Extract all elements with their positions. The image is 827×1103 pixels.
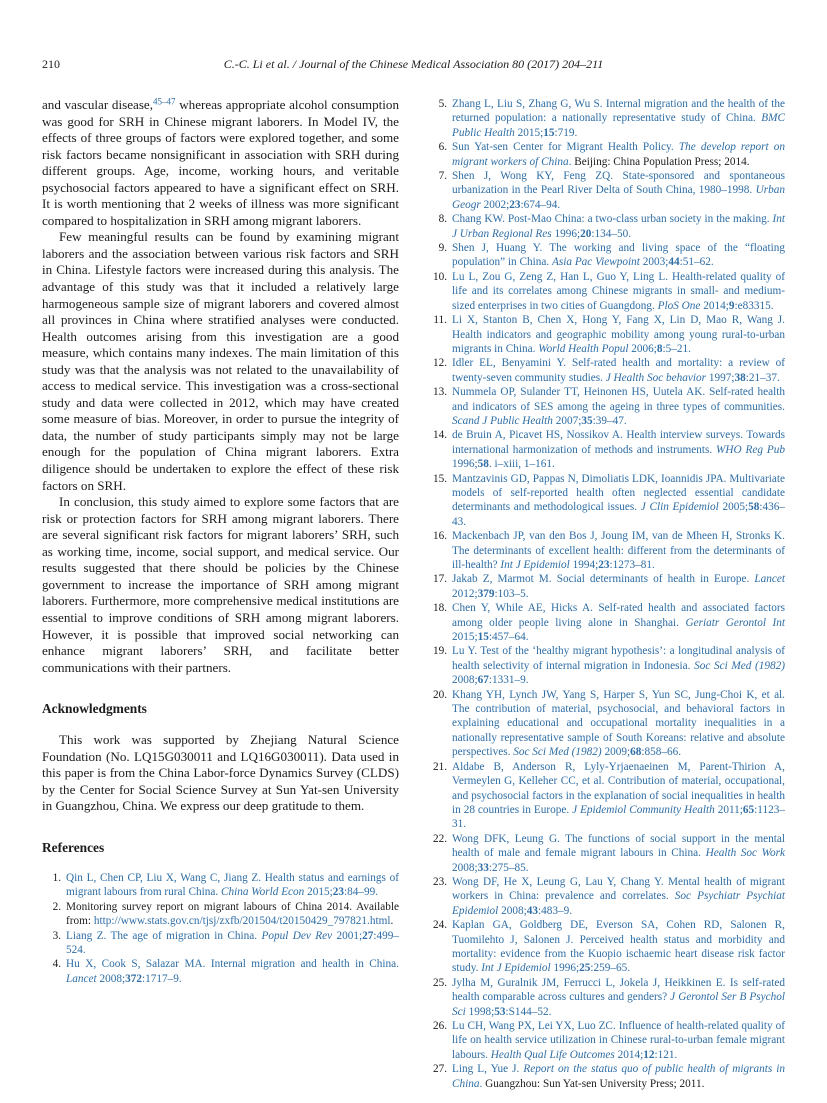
reference-link-text[interactable]: Urban Geogr: [452, 184, 785, 211]
reference-link-text[interactable]: Chang KW. Post-Mao China: a two-class urban society in the making.: [452, 213, 773, 226]
reference-link-text[interactable]: :499–524.: [66, 929, 399, 956]
reference-item: [428, 1019, 785, 1062]
reference-number: 25.: [432, 976, 447, 989]
reference-link-text[interactable]: Int J Epidemiol: [500, 559, 570, 571]
reference-link-text[interactable]: Soc Sci Med (1982): [694, 659, 785, 672]
reference-link-text[interactable]: 23: [598, 559, 610, 571]
running-title: C.-C. Li et al. / Journal of the Chinese Medical Association 80 (2017) 204–211: [223, 57, 604, 71]
reference-link-text[interactable]: Hu X, Cook S, Salazar MA. Internal migration and health in China.: [66, 958, 399, 971]
reference-link-text[interactable]: 15: [477, 631, 489, 644]
reference-link-text[interactable]: :436–43.: [452, 501, 785, 528]
reference-link-text[interactable]: 58: [748, 501, 760, 514]
reference-link-text[interactable]: :1273–81.: [609, 559, 655, 571]
reference-link-text[interactable]: 35: [581, 414, 593, 427]
reference-link-text[interactable]: 1996;: [550, 962, 580, 975]
reference-number: 24.: [432, 919, 447, 932]
reference-link-text[interactable]: Zhang L, Liu S, Zhang G, Wu S. Internal migration and the health of the returned population: a nationally representative study of China.: [452, 98, 785, 125]
reference-link-text[interactable]: Report on the status quo of public health of migrants in China: [452, 1063, 785, 1090]
reference-link-text[interactable]: 2015;: [304, 886, 333, 899]
reference-text: [452, 472, 785, 530]
reference-item: [428, 270, 785, 313]
reference-item: [428, 241, 785, 270]
reference-link-text[interactable]: 1996;: [551, 227, 581, 240]
reference-link-text[interactable]: :674–94.: [520, 198, 561, 211]
reference-link-text[interactable]: 2007;: [552, 414, 582, 427]
reference-text: [452, 356, 785, 385]
acknowledgments-paragraph: [42, 732, 399, 815]
reference-link-text[interactable]: 2006;: [628, 342, 657, 355]
text-run: whereas appropriate alcohol consumption was good for SRH in Chinese migrant laborers. In Model IV, the effects of three groups of factors were explored together, and some risk factors became nonsignificant in association with SRH during different groups. Age, income, working hours, and veritable psychosocial factors appeared to have a significant effect on SRH. It is worth mentioning that 2 weeks of illness was more significant compared to hospitalization in SRH among migrant laborers.: [42, 97, 399, 228]
reference-link-text[interactable]: :719.: [554, 126, 578, 139]
reference-link-text[interactable]: :483–9.: [537, 904, 573, 917]
reference-link-text[interactable]: . i–xiii, 1–161.: [488, 458, 555, 471]
reference-link-text[interactable]: WHO Reg Pub: [716, 443, 785, 456]
text-run: This work was supported by Zhejiang Natural Science Foundation (No. LQ15G030011 and LQ16G030011). Data used in this paper is from the China Labor-force Dynamics Survey (CLDS) by the Center for Social Science Survey at Sun Yat-sen University in Guangzhou, China. We express our deep gratitude to them.: [42, 732, 399, 814]
reference-link-text[interactable]: 58: [477, 458, 489, 471]
reference-item: [428, 875, 785, 918]
reference-number: 11.: [433, 314, 447, 327]
reference-item: [428, 688, 785, 760]
reference-link-text[interactable]: 23: [332, 886, 345, 899]
reference-link-text[interactable]: J Epidemiol Community Health: [572, 803, 715, 816]
reference-number: 4.: [52, 958, 61, 971]
reference-link-text[interactable]: Nummela OP, Sulander TT, Heinonen HS, Uutela AK. Self-rated health and indicators of SES among the ageing in three types of communities.: [452, 386, 785, 413]
reference-number: 14.: [432, 429, 447, 442]
reference-link-text[interactable]: 44: [668, 256, 680, 269]
reference-link-text[interactable]: Int J Epidemiol: [481, 962, 551, 975]
page-header: [42, 57, 785, 73]
reference-item: [428, 1062, 785, 1091]
reference-number: 15.: [432, 472, 447, 485]
reference-link-text[interactable]: 12: [643, 1048, 655, 1061]
reference-link-text[interactable]: :1717–9.: [141, 972, 182, 985]
reference-text: [452, 832, 785, 875]
citation-superscript-link[interactable]: 45–47: [153, 96, 176, 107]
two-column-layout: [42, 97, 785, 1091]
reference-text: [66, 900, 399, 929]
references-list-right: [428, 97, 785, 1091]
reference-number: 9.: [438, 242, 447, 255]
reference-number: 17.: [432, 573, 447, 586]
reference-item: [428, 356, 785, 385]
reference-text: [452, 529, 785, 572]
reference-link-text[interactable]: Lu L, Zou G, Zeng Z, Han L, Guo Y, Ling L. Health-related quality of life and its correlates among Chinese migrants in small- and medium-sized enterprises in two cities of Guangdong.: [452, 270, 785, 312]
reference-number: 22.: [432, 832, 447, 845]
reference-link-text[interactable]: :21–37.: [745, 371, 780, 384]
reference-link-text[interactable]: Health Qual Life Outcomes: [490, 1048, 615, 1061]
reference-link-text[interactable]: 372: [125, 972, 142, 985]
text-run: Few meaningful results can be found by examining migrant laborers and the association between various risk factors and SRH in China. Lifestyle factors were increased during this analysis. The advantage of this study was that it included a relatively large harmogeneous sample size of migrant laborers and covered almost all provinces in China where stratified analyses were conducted. Health outcomes arising from this investigation are a good measure, which contains many indexes. The main limitation of this study was that the analysis was not related to the unavailability of access to medical service. This investigation was a cross-sectional study and data were collected in 2012, which may have created some measure of bias. Moreover, in order to pursue the integrity of data, the number of study participants simply may not be large enough for the population of China migrant laborers. Extra diligence should be undertaken to explore the effect of these risk factors on SRH.: [42, 229, 399, 493]
reference-link-text[interactable]: .: [479, 1077, 486, 1090]
references-heading: References: [42, 839, 105, 855]
reference-link-text[interactable]: 2014;: [700, 299, 729, 312]
reference-link-text[interactable]: :121.: [654, 1048, 678, 1061]
reference-item: [42, 871, 399, 900]
reference-link-text[interactable]: Ling L, Yue J.: [452, 1063, 524, 1076]
reference-link-text[interactable]: 2012;: [452, 587, 478, 600]
body-paragraph: [42, 97, 399, 229]
reference-item: [428, 644, 785, 687]
reference-link-text[interactable]: 2003;: [639, 256, 669, 269]
reference-link-text[interactable]: :103–5.: [494, 587, 529, 600]
reference-link-text[interactable]: 2008;: [96, 972, 126, 985]
text-run: Guangzhou: Sun Yat-sen University Press; 2011.: [485, 1077, 705, 1090]
reference-link-text[interactable]: :457–64.: [488, 631, 529, 644]
reference-number: 19.: [432, 645, 447, 658]
reference-link-text[interactable]: Popul Dev Rev: [261, 929, 333, 942]
reference-link-text[interactable]: 20: [580, 227, 592, 240]
reference-link-text[interactable]: Health Soc Work: [705, 847, 785, 860]
text-run: Beijing: China Population Press; 2014.: [574, 155, 750, 168]
reference-link-text[interactable]: :84–99.: [344, 886, 379, 899]
reference-text: [452, 169, 785, 212]
reference-number: 3.: [52, 929, 61, 942]
reference-number: 1.: [52, 871, 61, 884]
reference-text: [452, 241, 785, 270]
right-column: [428, 97, 785, 1091]
reference-link-text[interactable]: Qin L, Chen CP, Liu X, Wang C, Jiang Z. Health status and earnings of migrant labours from rural China.: [66, 871, 399, 899]
reference-link-text[interactable]: 1998;: [465, 1005, 495, 1018]
reference-text: [452, 1062, 785, 1091]
reference-number: 20.: [432, 688, 447, 701]
reference-number: 26.: [432, 1020, 447, 1032]
reference-item: [428, 428, 785, 471]
reference-link-text[interactable]: :S144–52.: [505, 1005, 552, 1018]
text-run: and vascular disease,: [42, 97, 154, 112]
acknowledgments-heading: Acknowledgments: [42, 701, 147, 717]
reference-link-text[interactable]: PloS One: [657, 299, 701, 312]
reference-link-text[interactable]: China World Econ: [220, 886, 305, 899]
reference-link-text[interactable]: 53: [494, 1005, 506, 1018]
reference-number: 16.: [432, 530, 447, 543]
reference-link-text[interactable]: World Health Popul: [538, 342, 629, 355]
reference-link-text[interactable]: Li X, Stanton B, Chen X, Hong Y, Fang X, Lin D, Mao R, Wang J. Health indicators and geographic mobility among young rural-to-urban migrants in China.: [452, 314, 785, 355]
reference-link-text[interactable]: Lancet: [66, 972, 97, 985]
reference-text: [66, 929, 399, 958]
reference-link-text[interactable]: 2011;: [714, 803, 743, 816]
reference-text: [452, 385, 785, 428]
reference-link-text[interactable]: :51–62.: [679, 256, 714, 269]
reference-link-text[interactable]: Lu CH, Wang PX, Lei YX, Luo ZC. Influence of health-related quality of life on health service utilization in Chinese rural-to-urban female migrant labours.: [452, 1020, 785, 1061]
reference-link-text[interactable]: http://www.stats.gov.cn/tjsj/zxfb/201504/t20150429_797821.html: [93, 915, 391, 928]
reference-item: [428, 529, 785, 572]
left-column: [42, 97, 399, 986]
reference-link-text[interactable]: :1331–9.: [488, 674, 529, 687]
references-list-left: [42, 871, 399, 986]
reference-text: [66, 871, 399, 900]
reference-link-text[interactable]: Mantzavinis GD, Pappas N, Dimoliatis LDK, Ioannidis JPA. Multivariate models of self-reported health often neglected essential candidate determinants and methodological issues.: [452, 472, 785, 514]
reference-link-text[interactable]: 2015;: [452, 631, 478, 644]
reference-text: [452, 428, 785, 471]
reference-link-text[interactable]: Int J Urban Regional Res: [452, 213, 785, 240]
reference-link-text[interactable]: 43: [526, 904, 538, 917]
reference-link-text[interactable]: Geriatr Gerontol Int: [685, 616, 785, 629]
reference-link-text[interactable]: :134–50.: [591, 227, 632, 240]
text-run: .: [390, 915, 394, 928]
reference-link-text[interactable]: Khang YH, Lynch JW, Yang S, Harper S, Yun SC, Jung-Choi K, et al. The contribution of material, psychosocial, and behavioral factors in explaining educational and occupational mortality inequalities in a nationally representative sample of South Koreans: relative and absolute perspectives.: [452, 688, 785, 759]
reference-item: [428, 140, 785, 169]
reference-link-text[interactable]: Aldabe B, Anderson R, Lyly-Yrjaenaeinen M, Parent-Thirion A, Vermeylen G, Kelleher CC, et al. Contribution of material, occupational, and psychosocial factors in the explanation of social inequalities in health in 28 countries in Europe.: [452, 760, 785, 816]
reference-link-text[interactable]: Chen Y, While AE, Hicks A. Self-rated health and associated factors among older people living alone in Shanghai.: [452, 602, 785, 629]
reference-link-text[interactable]: 1997;: [706, 371, 735, 384]
reference-item: [428, 212, 785, 241]
reference-link-text[interactable]: Kaplan GA, Goldberg DE, Everson SA, Cohen RD, Salonen R, Tuomilehto J, Salonen J. Perceived health status and morbidity and mortality: evidence from the Kuopio ischaemic heart disease risk factor study.: [452, 919, 785, 975]
reference-link-text[interactable]: 27: [362, 929, 374, 942]
reference-link-text[interactable]: 1996;: [452, 458, 478, 471]
reference-number: 2.: [52, 900, 61, 913]
reference-text: [452, 976, 785, 1019]
reference-text: [452, 875, 785, 918]
reference-link-text[interactable]: Idler EL, Benyamini Y. Self-rated health and mortality: a review of twenty-seven community studies.: [452, 357, 785, 384]
reference-text: [452, 644, 785, 687]
reference-number: 13.: [432, 386, 447, 399]
reference-link-text[interactable]: Liang Z. The age of migration in China.: [66, 929, 262, 942]
reference-text: [452, 270, 785, 313]
reference-link-text[interactable]: Lancet: [754, 573, 785, 586]
reference-item: [428, 313, 785, 356]
reference-link-text[interactable]: Soc Sci Med (1982): [513, 746, 602, 759]
reference-number: 5.: [438, 98, 447, 110]
reference-link-text[interactable]: 2009;: [601, 746, 631, 759]
reference-link-text[interactable]: :1123–31.: [452, 803, 785, 831]
text-run: In conclusion, this study aimed to explore some factors that are risk or protection factors for SRH among migrant laborers. There are several significant risk factors for migrant laborers’ SRH, such as working time, income, social support, and medical service. Our results suggested that there should be policies by the Chinese government to increase the importance of SRH among migrant laborers. Furthermore, more comprehensive medical institutions are essential to improve conditions of SRH among migrant laborers. However, it is possible that improved social networking can enhance migrant laborers’ SRH, and facilitate better communications with their partners.: [42, 494, 399, 675]
reference-item: [428, 601, 785, 644]
reference-number: 23.: [432, 875, 447, 888]
reference-item: [428, 385, 785, 428]
reference-text: [452, 760, 785, 832]
reference-item: [42, 929, 399, 958]
reference-link-text[interactable]: 33: [477, 861, 489, 874]
reference-link-text[interactable]: 2008;: [498, 904, 527, 917]
reference-link-text[interactable]: Jylha M, Guralnik JM, Ferrucci L, Jokela J, Heikkinen E. Is self-rated health comparable across cultures and genders?: [452, 976, 785, 1004]
reference-number: 18.: [432, 602, 447, 615]
reference-link-text[interactable]: :275–85.: [488, 861, 529, 874]
reference-link-text[interactable]: J Health Soc behavior: [605, 371, 707, 384]
reference-link-text[interactable]: 9: [728, 299, 735, 312]
reference-number: 6.: [438, 141, 447, 154]
reference-link-text[interactable]: Shen J, Wong KY, Feng ZQ. State-sponsored and spontaneous urbanization in the Pearl River Delta of South China, 1980–1998.: [452, 170, 785, 197]
reference-link-text[interactable]: 2008;: [452, 861, 478, 874]
reference-link-text[interactable]: Mackenbach JP, van den Bos J, Joung IM, van de Mheen H, Stronks K. The determinants of excellent health: different from the determinants of ill-health?: [452, 530, 785, 571]
body-paragraph: [42, 229, 399, 494]
reference-link-text[interactable]: J Clin Epidemiol: [640, 501, 719, 514]
reference-link-text[interactable]: 8: [656, 342, 663, 355]
reference-link-text[interactable]: 1994;: [569, 559, 599, 571]
reference-link-text[interactable]: 2015;: [514, 126, 544, 139]
reference-item: [428, 832, 785, 875]
reference-link-text[interactable]: Wong DFK, Leung G. The functions of social support in the mental health of male and female migrant labours in China.: [452, 832, 785, 860]
reference-link-text[interactable]: 25: [579, 962, 591, 975]
reference-link-text[interactable]: Wong DF, He X, Leung G, Lau Y, Chang Y. Mental health of migrant workers in China: prevalence and correlates.: [452, 875, 785, 903]
reference-link-text[interactable]: :259–65.: [590, 962, 631, 975]
reference-number: 12.: [432, 357, 447, 370]
reference-link-text[interactable]: Soc Psychiatr Psychiat Epidemiol: [452, 890, 785, 917]
reference-item: [428, 572, 785, 601]
reference-text: [66, 957, 399, 986]
reference-link-text[interactable]: :e83315.: [734, 299, 774, 312]
discussion-paragraphs: [42, 97, 399, 676]
reference-item: [428, 918, 785, 976]
reference-item: [42, 900, 399, 929]
reference-link-text[interactable]: .: [568, 155, 575, 168]
reference-item: [42, 957, 399, 986]
reference-link-text[interactable]: :5–21.: [662, 342, 691, 355]
reference-number: 7.: [438, 170, 447, 183]
reference-text: [452, 313, 785, 356]
reference-link-text[interactable]: 2005;: [718, 501, 749, 514]
reference-link-text[interactable]: 67: [477, 674, 489, 687]
reference-link-text[interactable]: The develop report on migrant workers of China: [452, 141, 785, 168]
reference-text: [452, 212, 785, 241]
reference-link-text[interactable]: 2008;: [452, 674, 478, 687]
reference-number: 8.: [438, 213, 447, 226]
reference-link-text[interactable]: 68: [630, 746, 642, 759]
reference-link-text[interactable]: de Bruin A, Picavet HS, Nossikov A. Health interview surveys. Towards international harmonization of methods and instruments.: [452, 429, 785, 456]
reference-link-text[interactable]: Scand J Public Health: [452, 414, 553, 427]
reference-text: [452, 572, 785, 601]
reference-link-text[interactable]: 38: [734, 371, 746, 384]
reference-link-text[interactable]: :858–66.: [641, 746, 682, 759]
reference-link-text[interactable]: :39–47.: [592, 414, 627, 427]
reference-link-text[interactable]: Jakab Z, Marmot M. Social determinants of health in Europe.: [452, 573, 755, 586]
reference-link-text[interactable]: 23: [509, 198, 521, 211]
reference-number: 27.: [432, 1063, 447, 1076]
reference-text: [452, 918, 785, 976]
reference-text: [452, 140, 785, 169]
reference-number: 21.: [432, 760, 447, 773]
reference-link-text[interactable]: Lu Y. Test of the ‘healthy migrant hypothesis’: a longitudinal analysis of health selectivity of internal migration in Indonesia.: [452, 645, 785, 672]
reference-item: [428, 976, 785, 1019]
reference-text: [452, 688, 785, 760]
reference-link-text[interactable]: Shen J, Huang Y. The working and living space of the “floating population” in China.: [452, 242, 785, 269]
reference-text: [452, 97, 785, 140]
reference-number: 10.: [432, 270, 447, 283]
body-paragraph: [42, 494, 399, 676]
reference-item: [428, 760, 785, 832]
reference-item: [428, 472, 785, 530]
reference-text: [452, 601, 785, 644]
reference-link-text[interactable]: J Gerontol Ser B Psychol Sci: [452, 991, 785, 1018]
reference-link-text[interactable]: 2001;: [332, 929, 363, 942]
reference-item: [428, 169, 785, 212]
reference-link-text[interactable]: 2014;: [614, 1048, 644, 1061]
reference-link-text[interactable]: 15: [543, 126, 555, 139]
text-run: Monitoring survey report on migrant labours of China 2014. Available from:: [66, 900, 399, 928]
reference-item: [428, 97, 785, 140]
reference-link-text[interactable]: BMC Public Health: [452, 112, 785, 139]
reference-link-text[interactable]: 65: [742, 803, 755, 816]
page-number: 210: [42, 57, 60, 71]
reference-link-text[interactable]: Asia Pac Viewpoint: [552, 256, 640, 269]
reference-link-text[interactable]: Sun Yat-sen Center for Migrant Health Policy.: [452, 141, 679, 154]
reference-text: [452, 1019, 785, 1062]
reference-link-text[interactable]: 379: [477, 587, 495, 600]
reference-link-text[interactable]: 2002;: [480, 198, 510, 211]
